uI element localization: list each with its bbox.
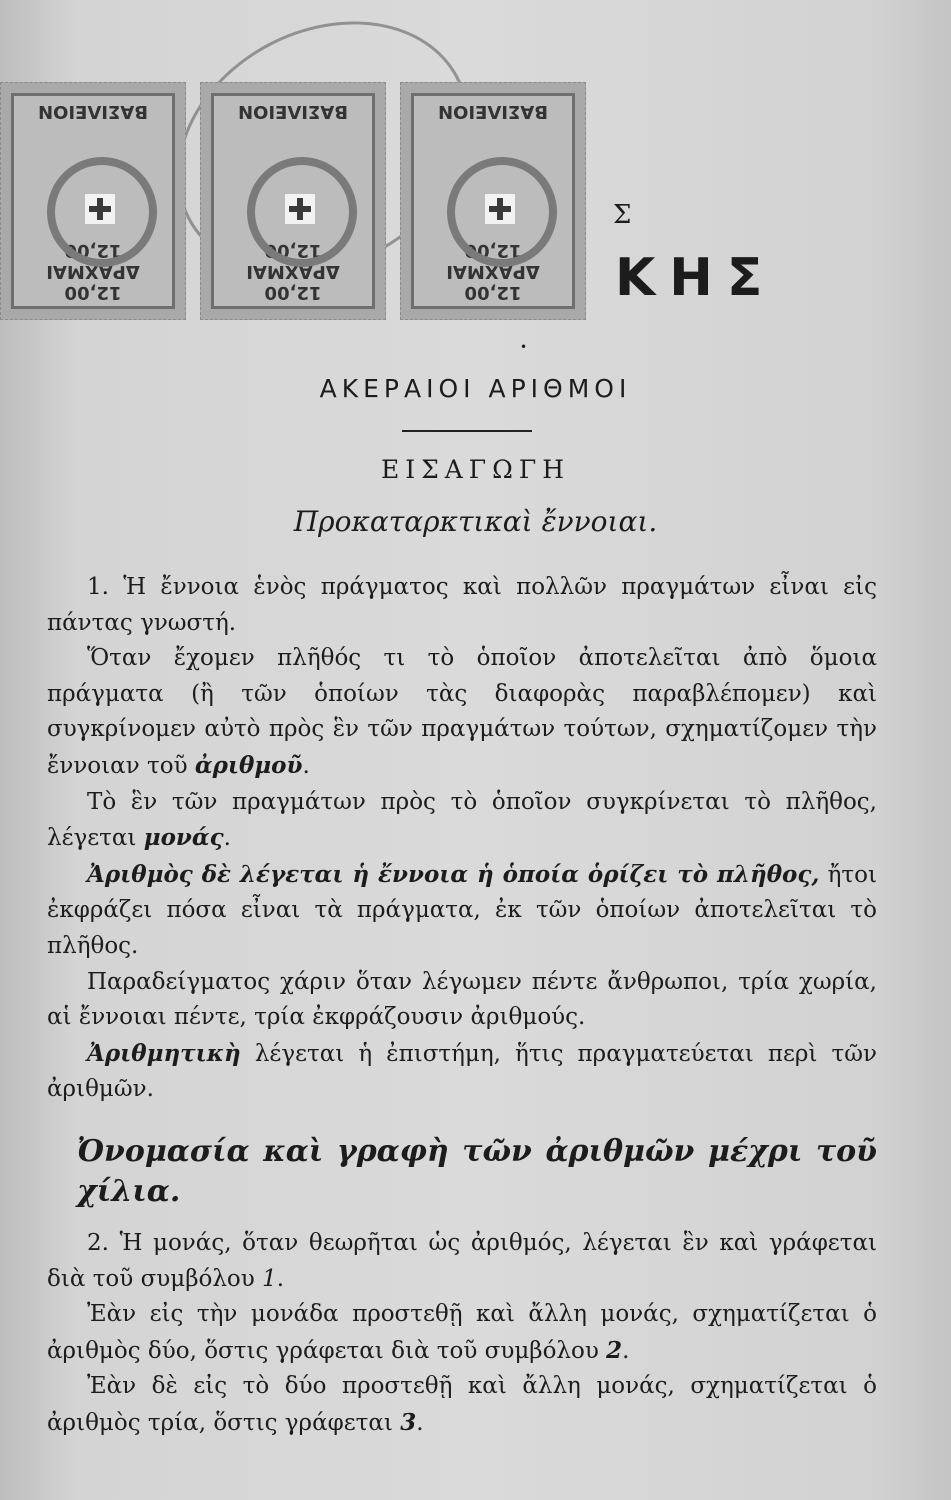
subtitle: Προκαταρκτικαὶ ἔννοιαι.	[293, 505, 658, 538]
section-title: ΑΚΕΡΑΙΟΙ ΑΡΙΘΜΟΙ	[319, 374, 632, 403]
revenue-stamp	[0, 82, 186, 320]
stamp-value-text: 12,00 ΔΡΑΧΜΑΙ 12,00	[46, 240, 140, 303]
section-divider	[402, 430, 532, 432]
revenue-stamp	[400, 82, 586, 320]
stamp-country-text: ΒΑΣΙΛΕΙΟΝ	[38, 101, 148, 122]
stamp-value-text: 12,00 ΔΡΑΧΜΑΙ 12,00	[246, 240, 340, 303]
stamp-value-text: 12,00 ΔΡΑΧΜΑΙ 12,00	[446, 240, 540, 303]
definition-paragraph: Ἀριθμὸς δὲ λέγεται ἡ ἔννοια ἡ ὁποία ὁρίζει τὸ πλῆθος, ἤτοι ἐκφράζει πόσα εἶναι τὰ πράγματα, ἐκ τῶν ὁποίων ἀποτελεῖται τὸ πλῆθος.	[47, 860, 878, 959]
paragraph: Τὸ ἓν τῶν πραγμάτων πρὸς τὸ ὁποῖον συγκρίνεται τὸ πλῆθος, λέγεται μονάς.	[47, 788, 877, 852]
stamp-country-text: ΒΑΣΙΛΕΙΟΝ	[438, 101, 548, 122]
decorative-dot: •	[520, 340, 528, 354]
paragraph: 1. Ἡ ἔννοια ἑνὸς πράγματος καὶ πολλῶν πραγμάτων εἶναι εἰς πάντας γνωστή.	[47, 574, 877, 636]
paragraph: Παραδείγματος χάριν ὅταν λέγωμεν πέντε ἄνθρωποι, τρία χωρία, αἱ ἔννοιαι πέντε, τρία ἐκφράζουσιν ἀριθμούς.	[47, 968, 877, 1031]
stamp-country-text: ΒΑΣΙΛΕΙΟΝ	[238, 101, 348, 122]
cross-emblem-icon	[285, 194, 315, 224]
paragraph: Ἐὰν εἰς τὴν μονάδα προστεθῇ καὶ ἄλλη μονάς, σχηματίζεται ὁ ἀριθμὸς δύο, ὅστις γράφεται διὰ τοῦ συμβόλου 2.	[47, 1301, 877, 1364]
cross-emblem-icon	[485, 194, 515, 224]
paragraph: 2. Ἡ μονάς, ὅταν θεωρῆται ὡς ἀριθμός, λέγεται ἓν καὶ γράφεται διὰ τοῦ συμβόλου 1.	[47, 1229, 877, 1292]
paragraph: Ὅταν ἔχομεν πλῆθός τι τὸ ὁποῖον ἀποτελεῖται ἀπὸ ὅμοια πράγματα (ἢ τῶν ὁποίων τὰς διαφορὰς παραβλέπομεν) καὶ συγκρίνομεν αὐτὸ πρὸς ἓν τῶν πραγμάτων τούτων, σχηματίζομεν τὴν ἔννοιαν τοῦ ἀριθμοῦ.	[47, 645, 877, 779]
subsection-heading: Ὀνομασία καὶ γραφὴ τῶν ἀριθμῶν μέχρι τοῦ χίλια.	[77, 1133, 877, 1209]
numeral-symbol: 1	[262, 1265, 277, 1292]
revenue-stamp	[200, 82, 386, 320]
numeral-symbol: 3	[400, 1408, 417, 1436]
intro-title: ΕΙΣΑΓΩΓΗ	[380, 455, 571, 484]
numeral-symbol: 2	[606, 1336, 623, 1364]
emphasis-term: μονάς	[143, 824, 224, 852]
emphasis-term: ἀριθμοῦ	[194, 751, 303, 779]
emphasis-term: Ἀριθμητικὴ	[87, 1039, 241, 1067]
header-side-letter: Σ	[613, 200, 632, 230]
body-text	[47, 570, 877, 1441]
paragraph: Ἐὰν δὲ εἰς τὸ δύο προστεθῇ καὶ ἄλλη μονάς, σχηματίζεται ὁ ἀριθμὸς τρία, ὅστις γράφεται 3.	[47, 1373, 877, 1436]
cross-emblem-icon	[85, 194, 115, 224]
definition-text: Ἀριθμὸς δὲ λέγεται ἡ ἔννοια ἡ ὁποία ὁρίζει τὸ πλῆθος,	[87, 860, 820, 888]
header-title: ΚΗΣ	[615, 248, 777, 308]
revenue-stamp-strip	[0, 82, 600, 322]
paragraph: Ἀριθμητικὴ λέγεται ἡ ἐπιστήμη, ἥτις πραγματεύεται περὶ τῶν ἀριθμῶν.	[47, 1039, 877, 1103]
